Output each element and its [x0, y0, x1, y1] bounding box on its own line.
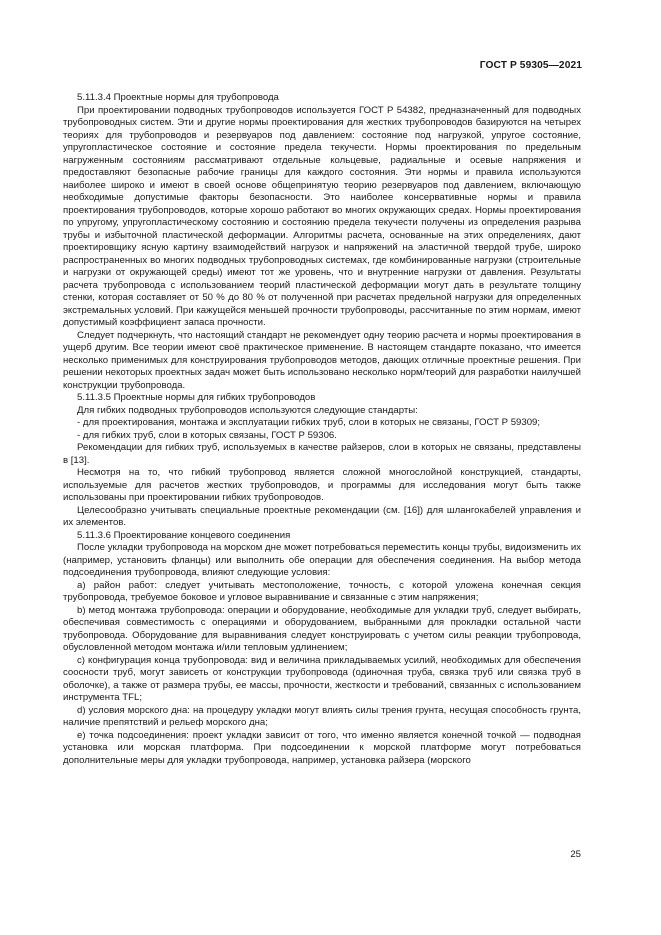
list-item: c) конфигурация конца трубопровода: вид и величина прикладываемых усилий, необходимых для обеспечения соосности труб, могут зависеть от конструкции трубопровода (одиночная труба, связка труб или связка труб в оболочке), а также от размера трубы, ее массы, прочности, жесткости и требований, связанных с использованием инструмента TFL;: [63, 654, 581, 703]
list-item: d) условия морского дна: на процедуру укладки могут влиять силы трения грунта, несущая способность грунта, наличие препятствий и рельеф морского дна;: [63, 704, 581, 728]
list-item: b) метод монтажа трубопровода: операции и оборудование, необходимые для укладки труб, следует выбирать, обеспечивая совместимость с операциями и оборудованием, выбранными для прокладки остальной части трубопровода. Оборудование для выравнивания следует конструировать с учетом силы реакции трубопровода, обусловленной методом монтажа и/или тепловым удлинением;: [63, 604, 581, 653]
list-item: - для проектирования, монтажа и эксплуатации гибких труб, слои в которых не связаны, ГОСТ Р 59309;: [77, 417, 541, 428]
paragraph: Для гибких подводных трубопроводов используются следующие стандарты:: [77, 404, 418, 416]
document-body: [63, 92, 581, 767]
paragraph: Целесообразно учитывать специальные проектные рекомендации (см. [16]) для шлангокабелей управления и их элементов.: [63, 504, 581, 528]
paragraph: Рекомендации для гибких труб, используемых в качестве райзеров, слои в которых не связаны, представлены в [13].: [63, 442, 581, 466]
paragraph: После укладки трубопровода на морском дне может потребоваться переместить концы трубы, видоизменить их (например, установить фланцы) или выполнить обе операции для обеспечения соединения. На выбор метода подсоединения трубопровода, влияют следующие условия:: [63, 542, 581, 578]
section-heading: 5.11.3.6 Проектирование концевого соединения: [77, 529, 291, 541]
paragraph: При проектировании подводных трубопроводов используется ГОСТ Р 54382, предназначенный для подводных трубопроводных систем. Эти и другие нормы проектирования для жестких трубопроводов базируются на четырех теориях для трубопроводов и резервуаров под давлением: состояние под нагрузкой, упругое состояние, упругопластическое состояние и состояние предела текучести. Нормы проектирования по предельным нагруженным состояниям рассматривают отдельные кольцевые, радиальные и осевые напряжения и предоставляют безопасные рабочие границы для каждого состояния. Эти нормы и правила используются наиболее широко и имеют в своей основе общепринятую теорию резервуаров под давлением, включающую необходимые допустимые факторы безопасности. Это наиболее консервативные нормы и правила проектирования трубопроводов, которые хорошо работают во многих окружающих средах. Нормы проектирования по упругому, упругопластическому состоянию и состоянию предела текучести получены из определения разрыва трубы и избыточной пластической деформации. Алгоритмы расчета, основанные на этих определениях, дают проектировщику ясную картину взаимодействий нагрузок и напряжений на эластичной твердой трубе, широко распространенных во многих подводных трубопроводных системах, где комбинированные нагрузки (строительные и нагрузки от окружающей среды) имеют тот же уровень, что и внутренние нагрузки от давления. Результаты расчета трубопровода с использованием теорий пластической деформации могут дать в результате толщину стенки, которая составляет от 50 % до 80 % от полученной при расчетах предельной нагрузки для определенных экстремальных условий. При кажущейся меньшей прочности трубопроводы, рассчитанные по этим нормам, имеют допустимый коэффициент запаса прочности.: [63, 104, 581, 328]
document-code-header: ГОСТ Р 59305—2021: [479, 60, 582, 71]
paragraph: Несмотря на то, что гибкий трубопровод является сложной многослойной конструкцией, стандарты, используемые для расчетов жестких трубопроводов, и программы для исследования могут быть также использованы при проектировании гибких трубопроводов.: [63, 467, 581, 503]
list-item: e) точка подсоединения: проект укладки зависит от того, что именно является конечной точкой — подводная установка или морская платформа. При подсоединении к морской платформе могут потребоваться дополнительные меры для укладки трубопровода, например, установка райзера (морского: [63, 729, 581, 766]
page-number: 25: [570, 849, 581, 860]
list-item: - для гибких труб, слои в которых связаны, ГОСТ Р 59306.: [77, 429, 337, 441]
paragraph: Следует подчеркнуть, что настоящий стандарт не рекомендует одну теорию расчета и нормы проектирования в ущерб другим. Все теории имеют своё практическое применение. В настоящем стандарте показано, что имеется несколько применимых для конструирования трубопроводов методов, дающих отличные проектные решения. При решении некоторых проектных задач может быть использовано несколько норм/теорий для разработки наилучшей конструкции трубопровода.: [63, 329, 581, 391]
section-heading: 5.11.3.5 Проектные нормы для гибких трубопроводов: [77, 392, 316, 403]
section-heading: 5.11.3.4 Проектные нормы для трубопровода: [77, 92, 279, 103]
list-item: a) район работ: следует учитывать местоположение, точность, с которой уложена конечная секция трубопровода, требуемое боковое и угловое выравнивание и связанные с этим напряжения;: [63, 579, 581, 603]
